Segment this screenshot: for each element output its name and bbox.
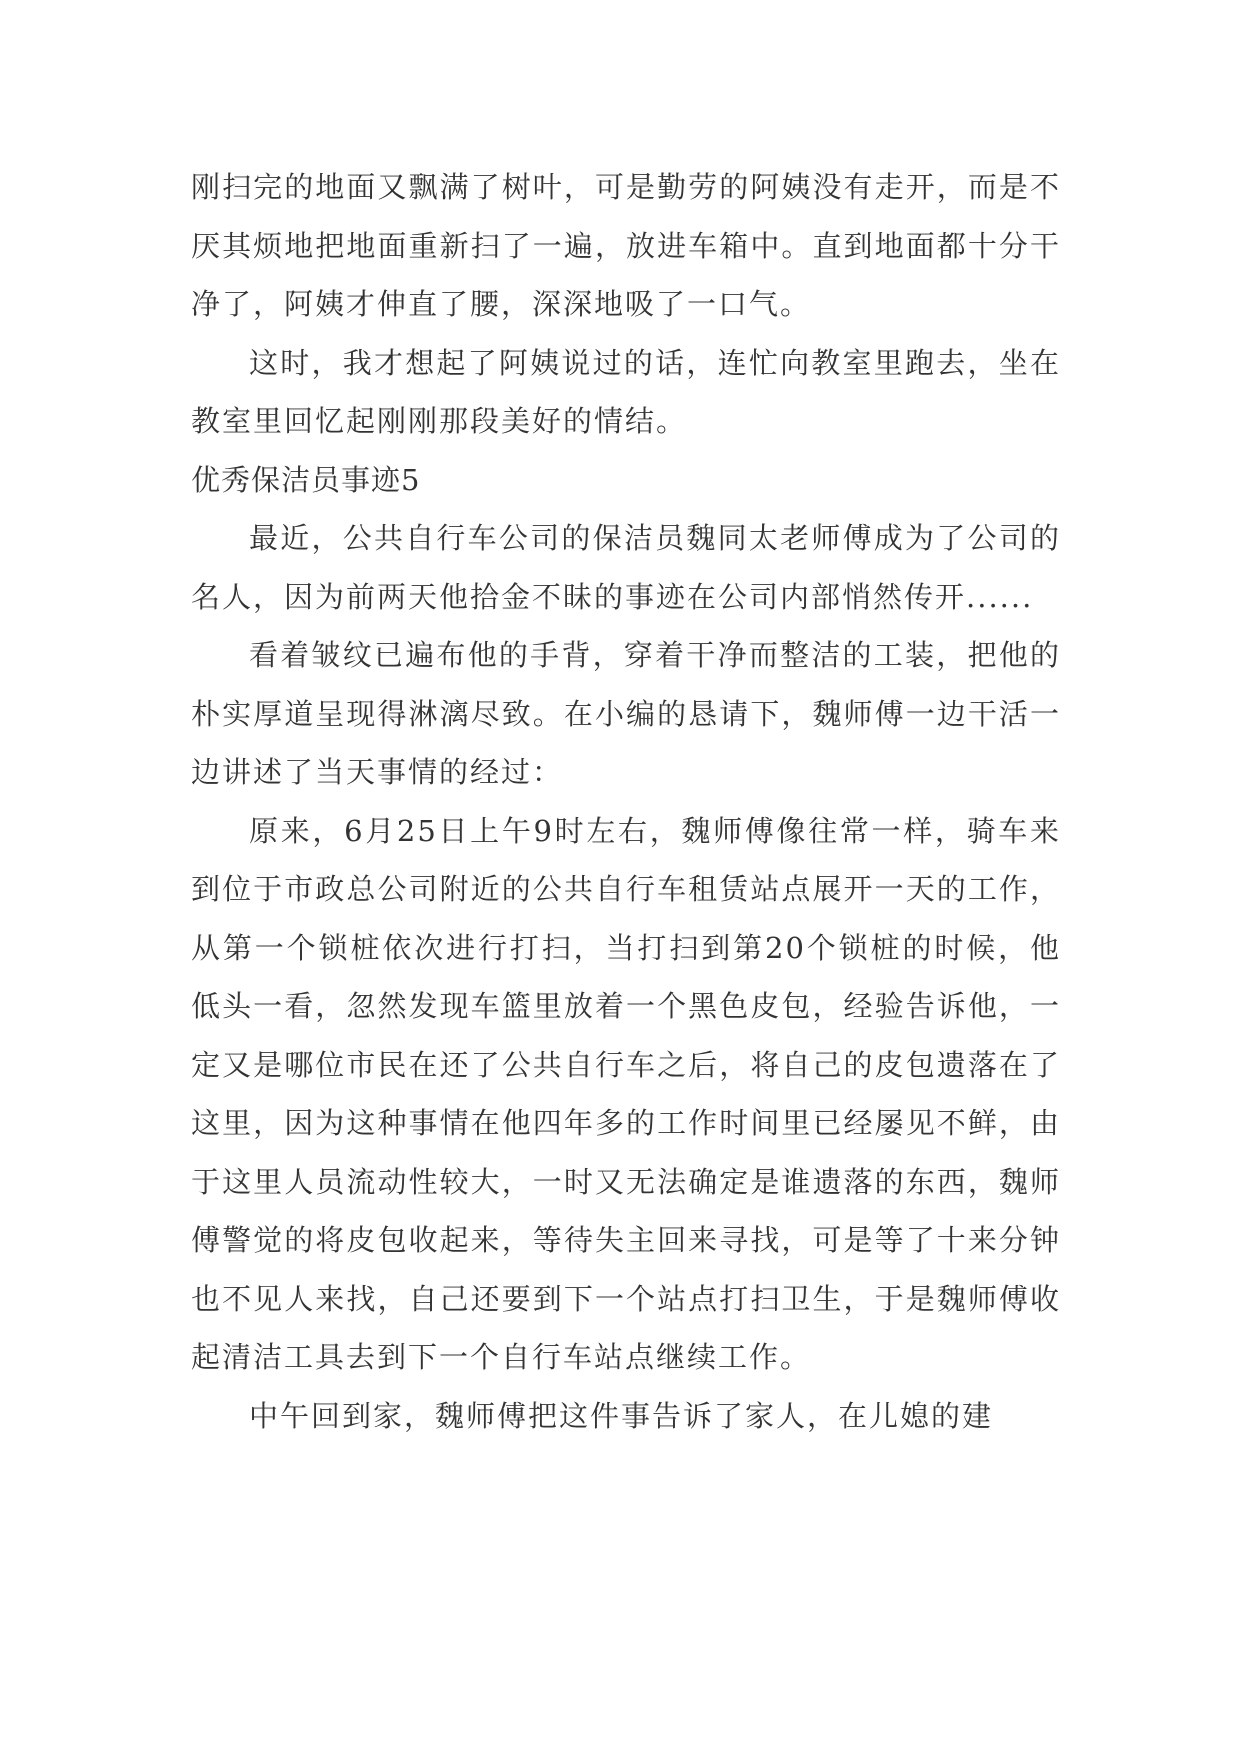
paragraph-company-celebrity: 最近，公共自行车公司的保洁员魏同太老师傅成为了公司的名人，因为前两天他拾金不昧的事迹在公司内部悄然传开...... — [191, 521, 1061, 614]
paragraph-remembered-words: 这时，我才想起了阿姨说过的话，连忙向教室里跑去，坐在教室里回忆起刚刚那段美好的情结。 — [191, 345, 1061, 438]
paragraph-found-wallet: 原来，6月25日上午9时左右，魏师傅像往常一样，骑车来到位于市政总公司附近的公共自行车租赁站点展开一天的工作，从第一个锁桩依次进行打扫，当打扫到第20个锁桩的时候，他低头一看，忽然发现车篮里放着一个黑色皮包，经验告诉他，一定又是哪位市民在还了公共自行车之后，将自己的皮包遗落在了这里，因为这种事情在他四年多的工作时间里已经屡见不鲜，由于这里人员流动性较大，一时又无法确定是谁遗落的东西，魏师傅警觉的将皮包收起来，等待失主回来寻找，可是等了十来分钟也不见人来找，自己还要到下一个站点打扫卫生，于是魏师傅收起清洁工具去到下一个自行车站点继续工作。 — [191, 813, 1061, 1374]
paragraph-leaves-swept: 刚扫完的地面又飘满了树叶，可是勤劳的阿姨没有走开，而是不厌其烦地把地面重新扫了一遍，放进车箱中。直到地面都十分干净了，阿姨才伸直了腰，深深地吸了一口气。 — [191, 170, 1061, 321]
document-body — [191, 158, 1061, 1445]
paragraph-wrinkled-hands: 看着皱纹已遍布他的手背，穿着干净而整洁的工装，把他的朴实厚道呈现得淋漓尽致。在小编的恳请下，魏师傅一边干活一边讲述了当天事情的经过： — [191, 638, 1061, 789]
section-heading: 优秀保洁员事迹5 — [191, 462, 421, 497]
paragraph-returned-home: 中午回到家，魏师傅把这件事告诉了家人，在儿媳的建 — [249, 1398, 994, 1433]
